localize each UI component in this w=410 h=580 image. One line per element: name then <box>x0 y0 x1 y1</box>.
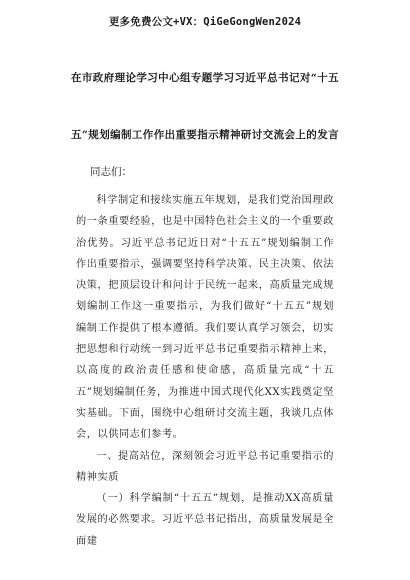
section-heading-1: 一、提高站位，深刻领会习近平总书记重要指示的精神实质 <box>76 450 334 483</box>
salutation: 同志们： <box>90 166 132 178</box>
document-body <box>76 190 334 552</box>
header-note: 更多免费公文+VX：QiGeGongWen2024 <box>108 16 302 28</box>
document-title-line-1: 在市政府理论学习中心组专题学习习近平总书记对“十五 <box>70 72 340 84</box>
body-paragraph-intro: 科学制定和接续实施五年规划，是我们党治国理政的一条重要经验，也是中国特色社会主义的一个重要政治优势。习近平总书记近日对“十五五”规划编制工作作出重要指示，强调要坚持科学决策、民主决策、依法决策，把顶层设计和问计于民统一起来，高质量完成规划编制工作这一重要指示，为我们做好“十五五”规划编制工作提供了根本遵循。我们要认真学习领会，切实把思想和行动统一到习近平总书记重要指示精神上来，以高度的政治责任感和使命感，高质量完成“十五五”规划编制任务，为推进中国式现代化XX实践奠定坚实基础。下面，围绕中心组研讨交流主题，我谈几点体会，以供同志们参考。 <box>76 195 334 441</box>
document-title-line-2: 五”规划编制工作作出重要指示精神研讨交流会上的发言 <box>70 129 340 141</box>
subsection-paragraph-1: （一）科学编制“十五五”规划，是推动XX高质量发展的必然要求。习近平总书记指出，高质量发展是全面建 <box>76 493 334 547</box>
